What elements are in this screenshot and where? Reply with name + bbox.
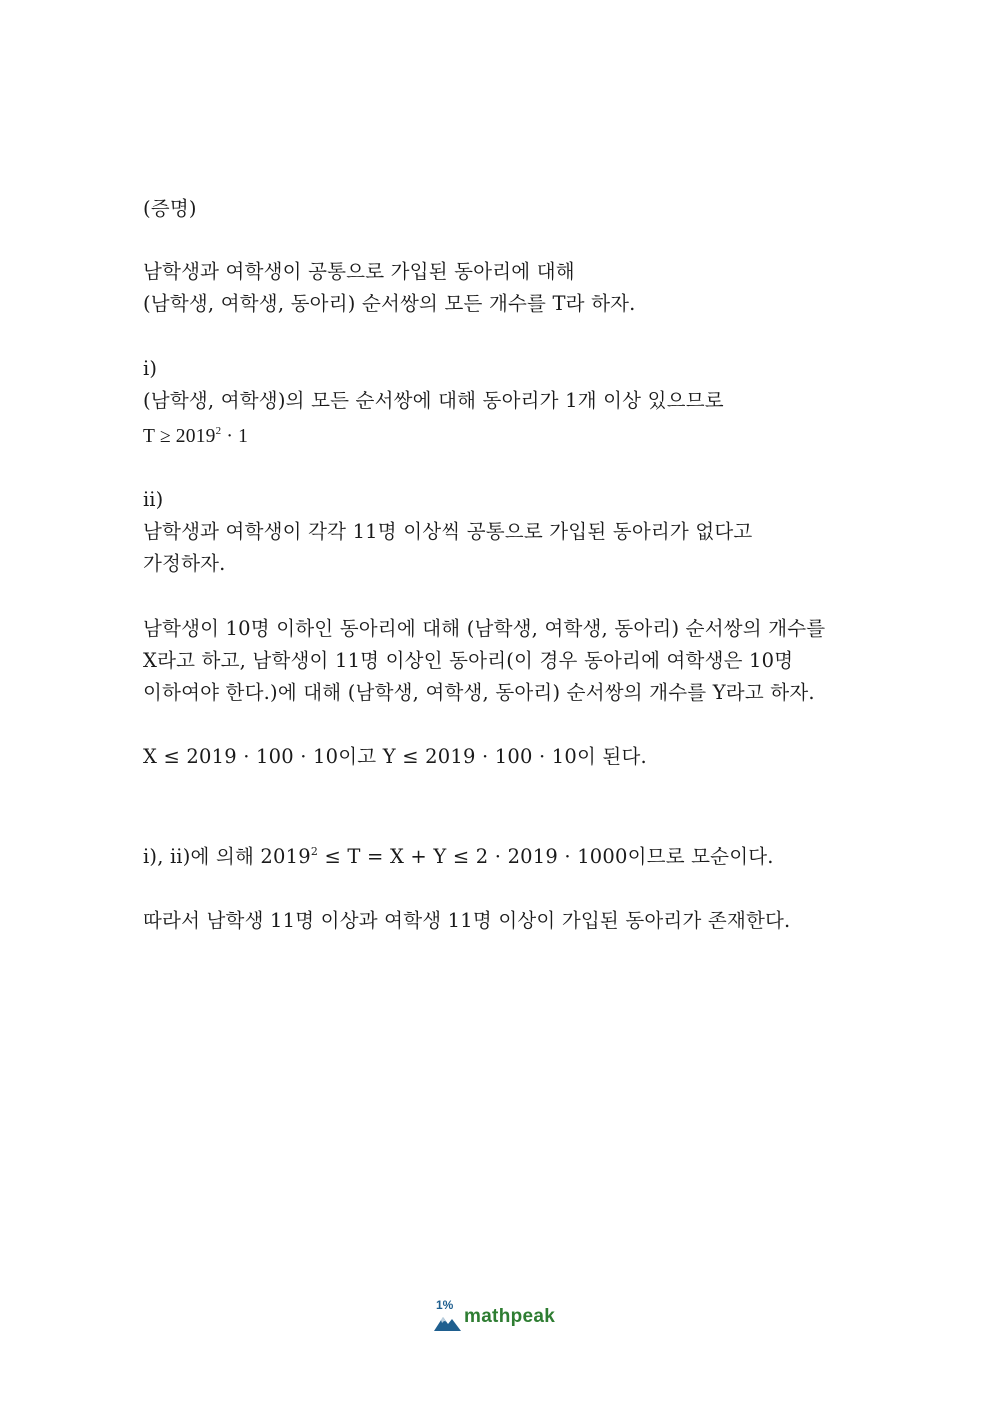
mountain-icon: [434, 1312, 462, 1332]
conclusion-line: [143, 844, 774, 870]
case-i-ineq-left: T ≥ 2019: [143, 426, 216, 447]
case-ii-para-1: 남학생이 10명 이하인 동아리에 대해 (남학생, 여학생, 동아리) 순서쌍의 개수를: [143, 617, 826, 640]
case-i-inequality: [143, 424, 248, 450]
intro-line-1: 남학생과 여학생이 공통으로 가입된 동아리에 대해: [143, 260, 575, 283]
logo-wordmark: mathpeak: [464, 1306, 556, 1327]
intro-line-2: (남학생, 여학생, 동아리) 순서쌍의 모든 개수를 T라 하자.: [143, 292, 636, 315]
proof-heading: (증명): [143, 197, 197, 220]
mathpeak-logo: [434, 1298, 574, 1338]
final-statement: 따라서 남학생 11명 이상과 여학생 11명 이상이 가입된 동아리가 존재한다.: [143, 909, 791, 932]
case-i-label: ⅰ): [143, 357, 158, 380]
case-ii-bound: X ≤ 2019 · 100 · 10이고 Y ≤ 2019 · 100 · 10이 된다.: [143, 745, 647, 768]
case-ii-label: ⅱ): [143, 488, 164, 511]
case-i-text: (남학생, 여학생)의 모든 순서쌍에 대해 동아리가 1개 이상 있으므로: [143, 389, 724, 412]
case-ii-text-1: 남학생과 여학생이 각각 11명 이상씩 공통으로 가입된 동아리가 없다고: [143, 520, 753, 543]
case-ii-para-2: X라고 하고, 남학생이 11명 이상인 동아리(이 경우 동아리에 여학생은 10명: [143, 649, 794, 672]
case-i-ineq-right: · 1: [221, 426, 249, 447]
case-i-ineq-exponent: 2: [215, 425, 222, 437]
conclusion-exponent: 2: [310, 845, 319, 858]
case-ii-text-2: 가정하자.: [143, 552, 226, 575]
case-ii-para-3: 이하여야 한다.)에 대해 (남학생, 여학생, 동아리) 순서쌍의 개수를 Y라고 하자.: [143, 681, 815, 704]
conclusion-suffix: ≤ T = X + Y ≤ 2 · 2019 · 1000이므로 모순이다.: [318, 845, 774, 868]
conclusion-prefix: ⅰ), ⅱ)에 의해 2019: [143, 845, 311, 868]
logo-percent: 1%: [436, 1298, 454, 1312]
